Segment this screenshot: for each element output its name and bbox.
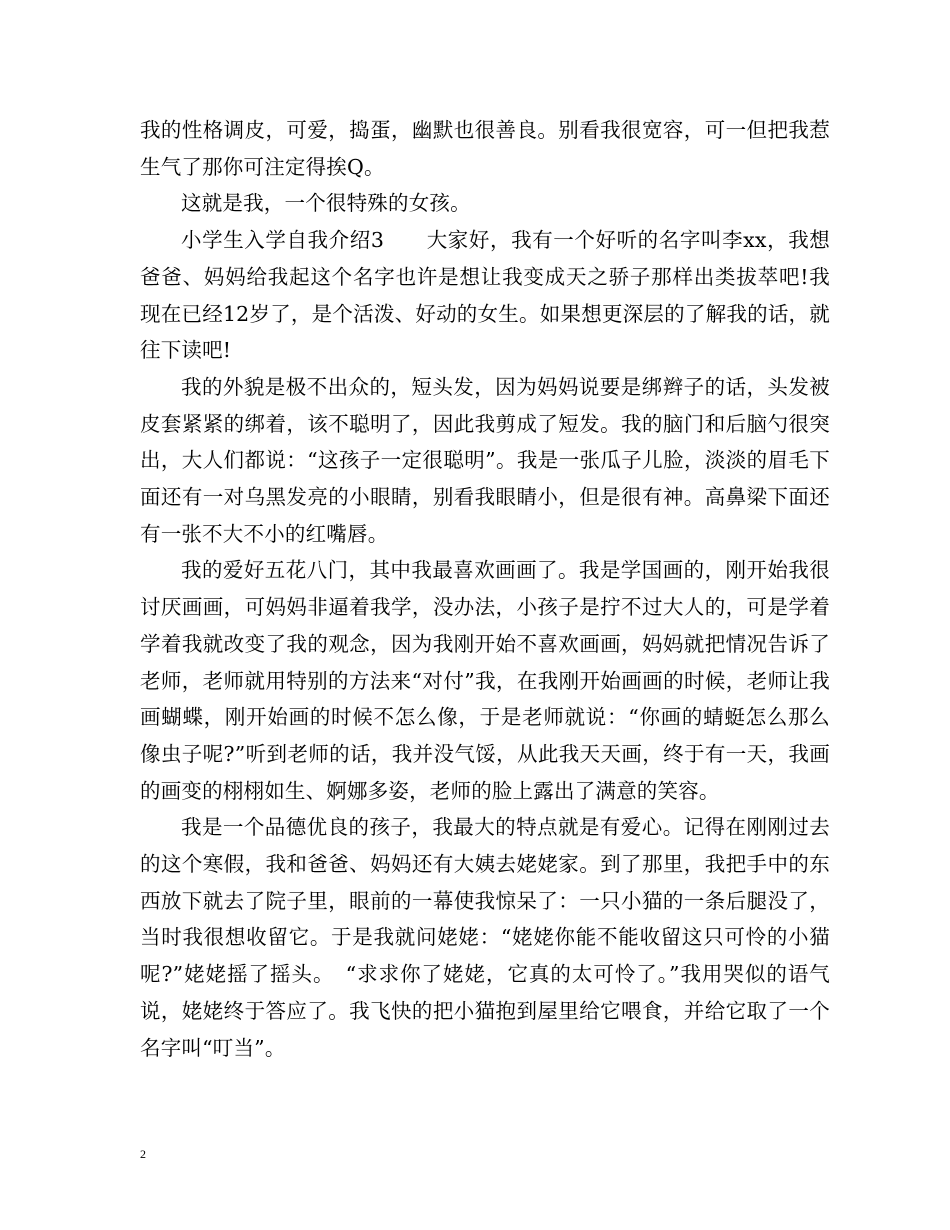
paragraph-hobby-painting: 我的爱好五花八门，其中我最喜欢画画了。我是学国画的，刚开始我很讨厌画画，可妈妈非逼着我学，没办法，小孩子是拧不过大人的，可是学着学着我就改变了我的观念，因为我刚开始不喜欢画画，妈妈就把情况告诉了老师，老师就用特别的方法来“对付”我，在我刚开始画画的时候，老师让我画蝴蝶，刚开始画的时候不怎么像，于是老师就说：“你画的蜻蜓怎么那么像虫子呢?”听到老师的话，我并没气馁，从此我天天画，终于有一天，我画的画变的栩栩如生、婀娜多姿，老师的脸上露出了满意的笑容。 bbox=[140, 558, 830, 803]
paragraph-personality: 我的性格调皮，可爱，捣蛋，幽默也很善良。别看我很宽容，可一但把我惹生气了那你可注定得挨Q。 bbox=[140, 118, 830, 179]
paragraph-kitten: 我是一个品德优良的孩子，我最大的特点就是有爱心。记得在刚刚过去的这个寒假，我和爸爸、妈妈还有大姨去姥姥家。到了那里，我把手中的东西放下就去了院子里，眼前的一幕使我惊呆了：一只小猫的一条后腿没了，当时我很想收留它。于是我就问姥姥：“姥姥你能不能收留这只可怜的小猫呢?”姥姥摇了摇头。 “求求你了姥姥，它真的太可怜了。”我用哭似的语气说，姥姥终于答应了。我飞快的把小猫抱到屋里给它喂食，并给它取了一个名字叫“叮当”。 bbox=[140, 815, 830, 1060]
page-number: 2 bbox=[140, 1147, 146, 1161]
paragraph-appearance: 我的外貌是极不出众的，短头发，因为妈妈说要是绑辫子的话，头发被皮套紧紧的绑着，该不聪明了，因此我剪成了短发。我的脑门和后脑勺很突出，大人们都说：“这孩子一定很聪明”。我是一张瓜子儿脸，淡淡的眉毛下面还有一对乌黑发亮的小眼睛，别看我眼睛小，但是很有神。高鼻梁下面还有一张不大不小的红嘴唇。 bbox=[140, 374, 830, 546]
paragraph-intro-3: 小学生入学自我介绍3 大家好，我有一个好听的名字叫李xx，我想爸爸、妈妈给我起这个名字也许是想让我变成天之骄子那样出类拔萃吧!我现在已经12岁了，是个活泼、好动的女生。如果想更深层的了解我的话，就往下读吧! bbox=[140, 228, 830, 363]
paragraph-special-girl: 这就是我，一个很特殊的女孩。 bbox=[181, 191, 471, 216]
document-body bbox=[140, 112, 830, 1066]
